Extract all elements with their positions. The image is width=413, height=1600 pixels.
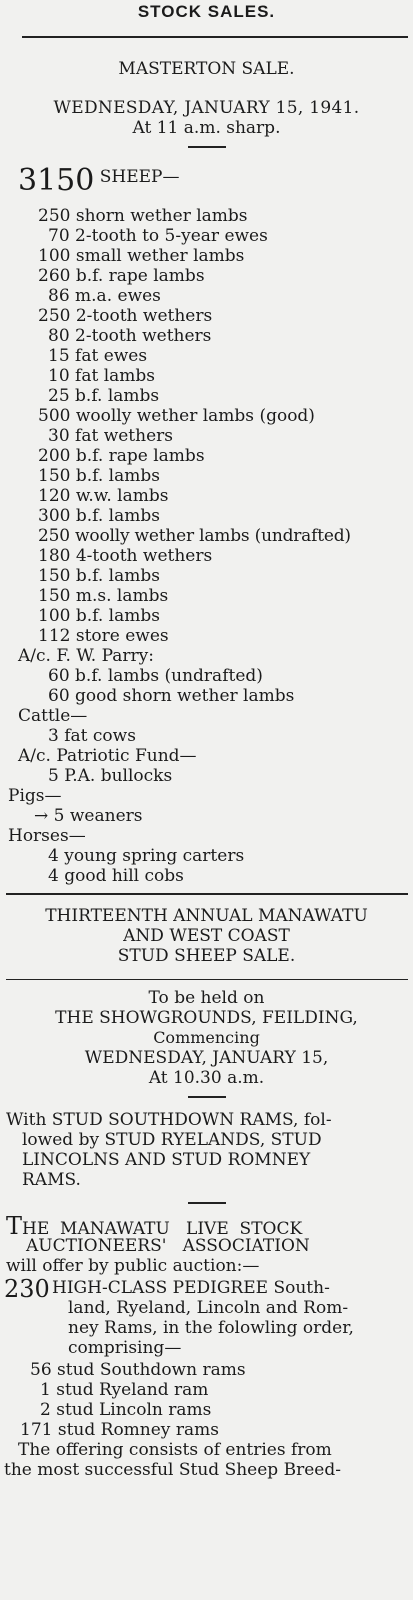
list-item: 150 b.f. lambs: [38, 466, 160, 486]
short-rule: [188, 1202, 226, 1204]
list-item: 5 P.A. bullocks: [48, 766, 173, 786]
list-item: [34, 806, 142, 826]
section-heading: STOCK SALES.: [137, 2, 276, 21]
stud-title-line: THIRTEENTH ANNUAL MANAWATU: [45, 906, 368, 926]
list-item: 260 b.f. rape lambs: [38, 266, 205, 286]
with-line: LINCOLNS AND STUD ROMNEY: [22, 1150, 311, 1170]
association-line: AUCTIONEERS' ASSOCIATION: [26, 1236, 310, 1256]
list-item: 250 shorn wether lambs: [38, 206, 248, 226]
list-item: 10 fat lambs: [48, 366, 155, 386]
venue: THE SHOWGROUNDS, FEILDING,: [55, 1008, 358, 1028]
parry-heading: A/c. F. W. Parry:: [18, 646, 154, 666]
list-item: 120 w.w. lambs: [38, 486, 169, 506]
list-item: 2 stud Lincoln rams: [40, 1400, 212, 1420]
list-item: 250 2-tooth wethers: [38, 306, 213, 326]
list-item: 200 b.f. rape lambs: [38, 446, 205, 466]
stud-time: At 10.30 a.m.: [148, 1068, 265, 1088]
masterton-time: At 11 a.m. sharp.: [132, 118, 281, 138]
masterton-title: MASTERTON SALE.: [118, 59, 295, 79]
offer-line: comprising—: [68, 1338, 182, 1358]
stud-title-line: STUD SHEEP SALE.: [117, 946, 296, 966]
list-item: 150 b.f. lambs: [38, 566, 160, 586]
list-item: 500 woolly wether lambs (good): [38, 406, 315, 426]
list-item: 4 young spring carters: [48, 846, 245, 866]
horses-heading: Horses—: [8, 826, 86, 846]
offer-line: ney Rams, in the folowling order,: [68, 1318, 354, 1338]
cattle-heading: Cattle—: [18, 706, 88, 726]
with-line: With STUD SOUTHDOWN RAMS, fol-: [6, 1110, 332, 1130]
pigs-item: 5 weaners: [53, 806, 143, 826]
patriotic-heading: A/c. Patriotic Fund—: [18, 746, 197, 766]
list-item: 86 m.a. ewes: [48, 286, 161, 306]
list-item: 100 small wether lambs: [38, 246, 245, 266]
section-rule: [6, 893, 408, 895]
ram-count: 230: [4, 1275, 50, 1303]
list-item: 250 woolly wether lambs (undrafted): [38, 526, 351, 546]
stud-title-line: AND WEST COAST: [123, 926, 290, 946]
commencing: Commencing: [153, 1028, 260, 1047]
list-item: 3 fat cows: [48, 726, 136, 746]
bullet-mark: →: [34, 806, 54, 826]
sheep-header: [18, 160, 180, 202]
short-rule: [188, 146, 226, 148]
list-item: 171 stud Romney rams: [20, 1420, 219, 1440]
list-item: 180 4-tooth wethers: [38, 546, 213, 566]
with-line: lowed by STUD RYELANDS, STUD: [22, 1130, 322, 1150]
list-item: 60 b.f. lambs (undrafted): [48, 666, 263, 686]
closing-line: the most successful Stud Sheep Breed-: [4, 1460, 341, 1480]
list-item: 15 fat ewes: [48, 346, 148, 366]
short-rule: [188, 1096, 226, 1098]
pigs-heading: Pigs—: [8, 786, 62, 806]
sheep-total: 3150: [18, 163, 95, 198]
association-line: will offer by public auction:—: [6, 1256, 260, 1276]
list-item: 70 2-tooth to 5-year ewes: [48, 226, 268, 246]
list-item: 4 good hill cobs: [48, 866, 184, 886]
masterton-date: WEDNESDAY, JANUARY 15, 1941.: [53, 98, 360, 118]
list-item: 80 2-tooth wethers: [48, 326, 212, 346]
list-item: 56 stud Southdown rams: [30, 1360, 246, 1380]
drop-cap: T: [6, 1212, 23, 1240]
section-rule: [6, 979, 408, 980]
offer-line: land, Ryeland, Lincoln and Rom-: [68, 1298, 349, 1318]
association-name: HE MANAWATU LIVE STOCK: [22, 1219, 303, 1239]
list-item: 112 store ewes: [38, 626, 169, 646]
with-line: RAMS.: [22, 1170, 81, 1190]
offer-line: HIGH-CLASS PEDIGREE South-: [52, 1278, 330, 1298]
closing-line: The offering consists of entries from: [18, 1440, 332, 1460]
stud-date: WEDNESDAY, JANUARY 15,: [84, 1048, 329, 1068]
list-item: 150 m.s. lambs: [38, 586, 169, 606]
list-item: 30 fat wethers: [48, 426, 174, 446]
held-on: To be held on: [148, 988, 265, 1008]
list-item: 60 good shorn wether lambs: [48, 686, 295, 706]
list-item: 300 b.f. lambs: [38, 506, 160, 526]
list-item: 1 stud Ryeland ram: [40, 1380, 209, 1400]
list-item: 25 b.f. lambs: [48, 386, 160, 406]
list-item: 100 b.f. lambs: [38, 606, 160, 626]
top-rule: [22, 36, 408, 38]
sheep-label: SHEEP—: [99, 167, 180, 187]
